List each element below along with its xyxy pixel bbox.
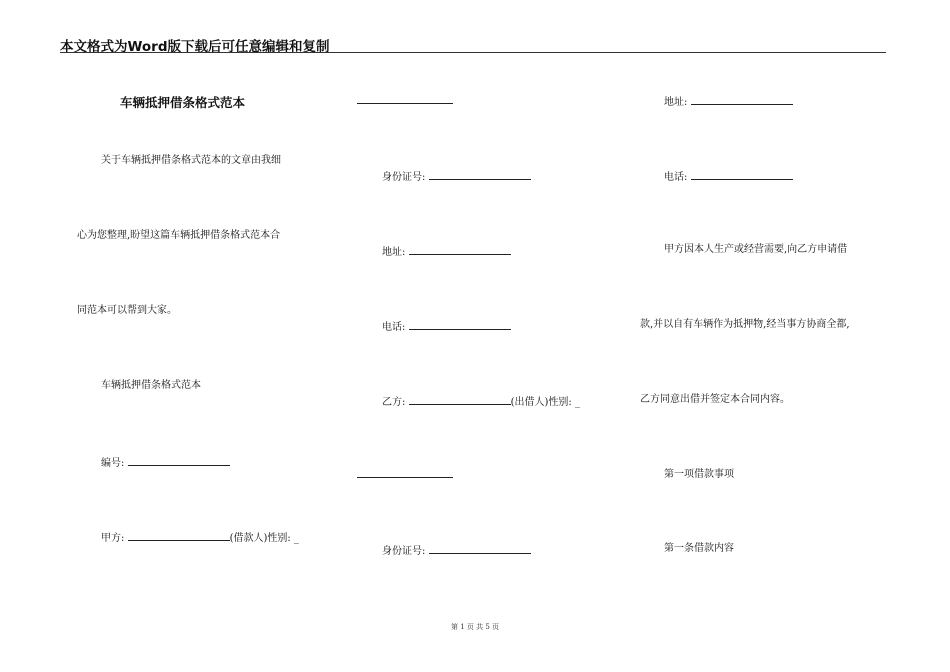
header-divider [60,52,886,53]
id-number-field-2 [382,543,531,558]
id-number-blank-1 [429,169,531,180]
section-heading: 第一项借款事项 [664,469,734,480]
party-b-blank [409,394,511,405]
party-a-suffix: (借款人)性别: _ [229,533,299,544]
party-b-field [382,394,580,409]
phone-field-b [382,319,511,334]
number-blank [128,455,230,466]
intro-line-1: 关于车辆抵押借条格式范本的文章由我细 [101,155,281,166]
phone-blank-b [409,319,511,330]
id-number-field-1 [382,169,531,184]
id-number-label-2: 身份证号: [382,546,426,557]
phone-field-c [664,169,793,184]
party-a-blank [128,530,230,541]
continuation-blank-2 [357,477,453,478]
intro-line-3: 同范本可以帮到大家。 [77,305,177,316]
id-number-label-1: 身份证号: [382,172,426,183]
address-label-c: 地址: [664,97,688,108]
phone-label-b: 电话: [382,322,406,333]
id-number-blank-2 [429,543,531,554]
address-label-b: 地址: [382,247,406,258]
article-heading: 第一条借款内容 [664,543,734,554]
address-blank-c [691,94,793,105]
purpose-line-1: 甲方因本人生产或经营需要,向乙方申请借 [664,244,848,255]
purpose-line-3: 乙方同意出借并签定本合同内容。 [640,394,790,405]
section-subtitle: 车辆抵押借条格式范本 [101,380,201,391]
continuation-blank-1 [357,103,453,104]
party-a-label: 甲方: [101,533,125,544]
address-field-b [382,244,511,259]
purpose-line-2: 款,并以自有车辆作为抵押物,经当事方协商全都, [640,319,850,330]
party-a-field [101,530,299,545]
number-label: 编号: [101,458,125,469]
address-field-c [664,94,793,109]
document-header: 本文格式为Word版下载后可任意编辑和复制 [60,39,330,55]
party-b-suffix: (出借人)性别: _ [510,397,580,408]
number-field [101,455,230,470]
document-title: 车辆抵押借条格式范本 [120,95,246,110]
address-blank-b [409,244,511,255]
intro-line-2: 心为您整理,盼望这篇车辆抵押借条格式范本合 [77,230,281,241]
phone-label-c: 电话: [664,172,688,183]
page-number: 第 1 页 共 5 页 [450,623,500,631]
party-b-label: 乙方: [382,397,406,408]
phone-blank-c [691,169,793,180]
